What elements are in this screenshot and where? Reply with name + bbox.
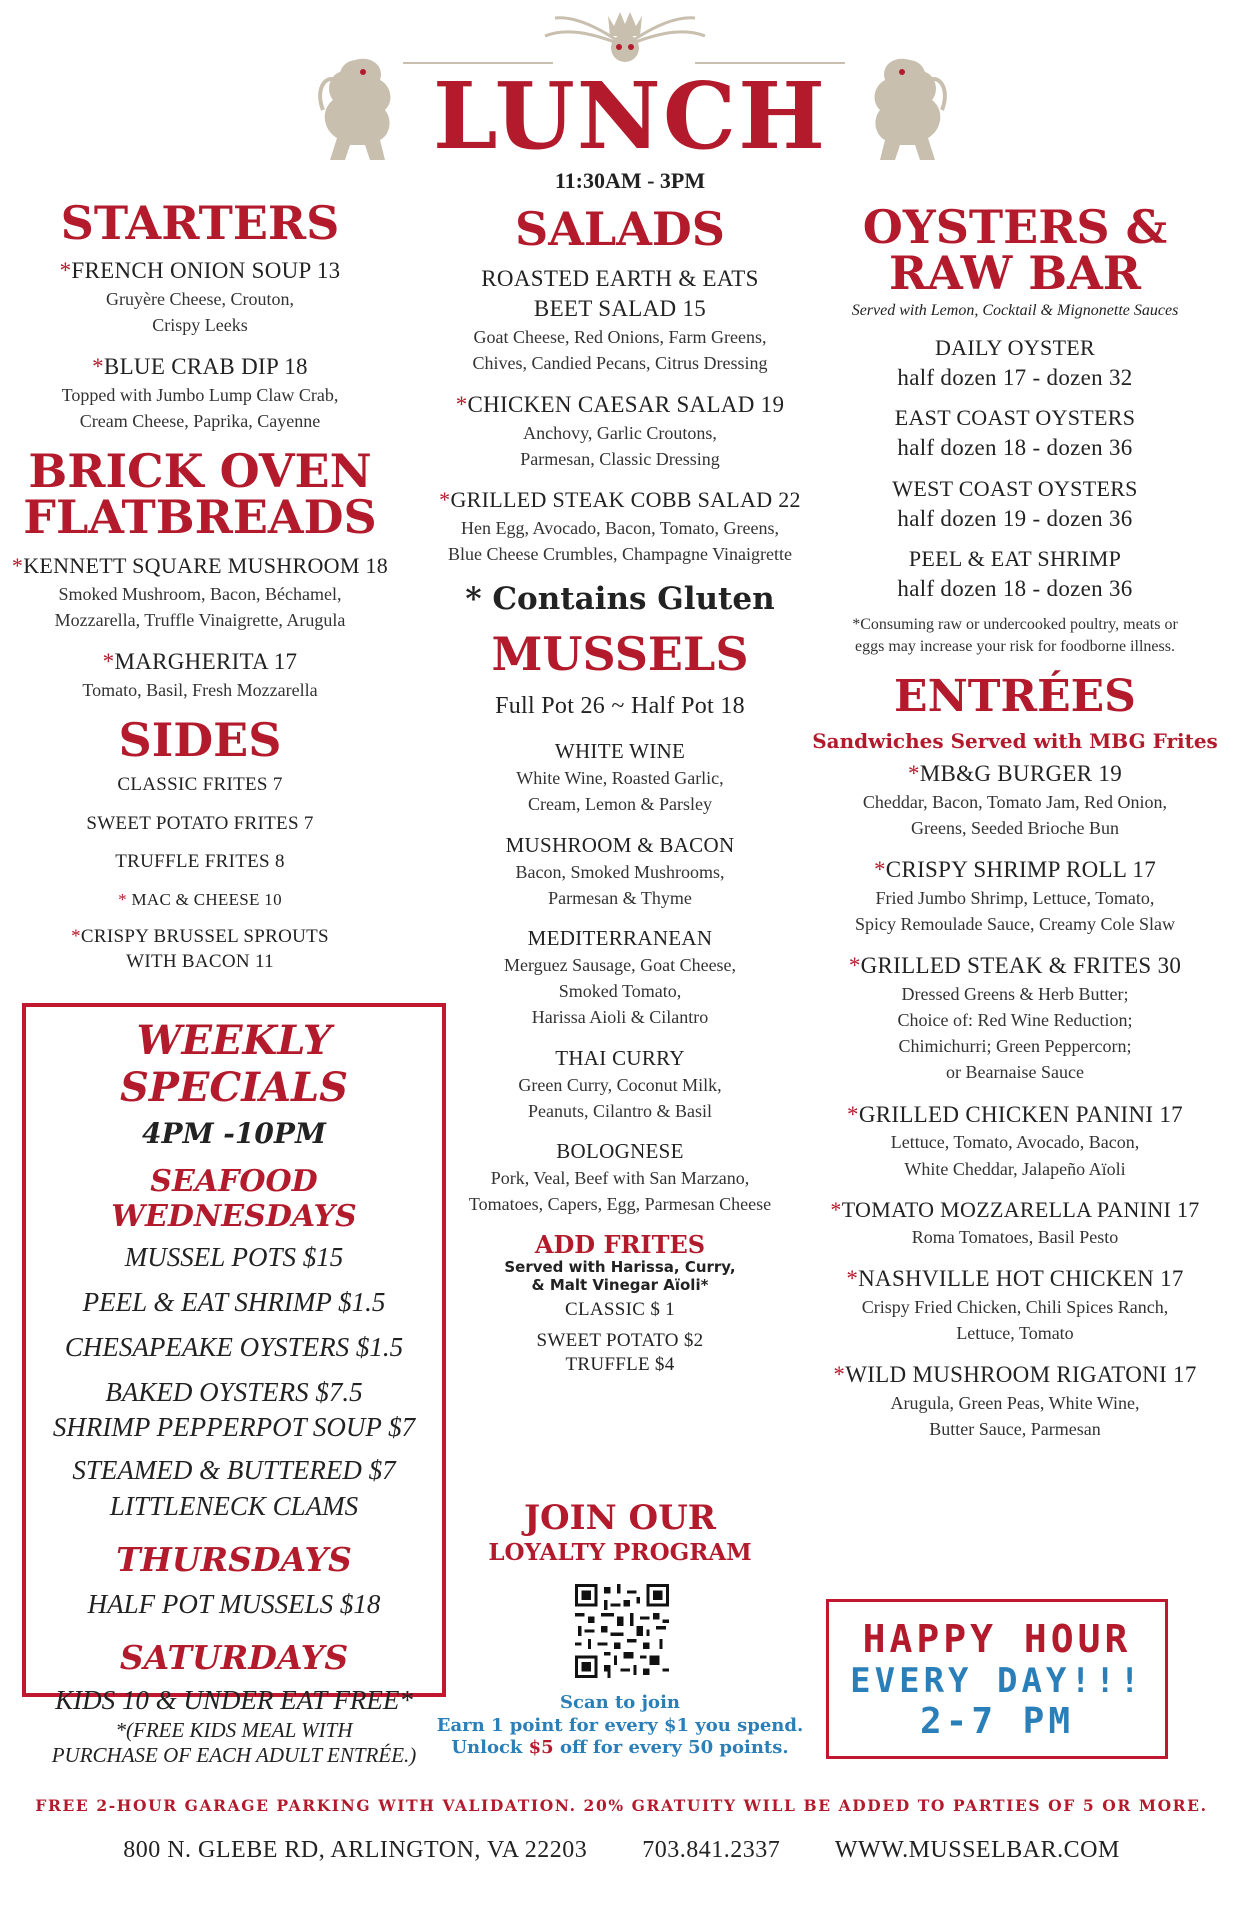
menu-item: *MB&G BURGER 19 Cheddar, Bacon, Tomato Jam, Red Onion, Greens, Seeded Brioche Bun xyxy=(805,759,1225,841)
side-item: WITH BACON 11 xyxy=(126,950,274,972)
item-desc: Chimichurri; Green Peppercorn; xyxy=(898,1036,1132,1057)
menu-item: *KENNETT SQUARE MUSHROOM 18 Smoked Mushroom, Bacon, Béchamel, Mozzarella, Truffle Vinaigrette, Arugula xyxy=(0,552,400,633)
menu-item xyxy=(410,832,830,911)
item-desc: Topped with Jumbo Lump Claw Crab, xyxy=(61,384,339,405)
footer-phone[interactable]: 703.841.2337 xyxy=(642,1837,781,1863)
menu-item: *MARGHERITA 17 Tomato, Basil, Fresh Mozzarella xyxy=(0,647,400,703)
loyalty-unlock-post: off for every 50 points. xyxy=(553,1737,789,1758)
item-name: BLUE CRAB DIP 18 xyxy=(103,354,308,380)
loyalty-unlock-pre: Unlock xyxy=(451,1737,529,1758)
item-name: GRILLED CHICKEN PANINI 17 xyxy=(858,1101,1183,1127)
wednesday-heading: SEAFOOD WEDNESDAYS xyxy=(111,1164,357,1234)
item-name: FRENCH ONION SOUP 13 xyxy=(71,258,341,283)
item-name: WHITE WINE xyxy=(554,739,686,764)
right-column xyxy=(805,200,1225,1456)
item-name: GRILLED STEAK COBB SALAD 22 xyxy=(450,487,801,513)
frites-item: SWEET POTATO $2 xyxy=(536,1329,704,1351)
menu-item xyxy=(410,1045,830,1124)
item-desc: Parmesan, Classic Dressing xyxy=(520,448,720,469)
menu-item xyxy=(410,738,830,817)
menu-item xyxy=(410,925,830,1031)
item-name: GRILLED STEAK & FRITES 30 xyxy=(860,953,1182,979)
oysters-served-note: Served with Lemon, Cocktail & Mignonette Sauces xyxy=(851,302,1179,319)
item-name: KENNETT SQUARE MUSHROOM 18 xyxy=(23,553,389,579)
loyalty-section xyxy=(420,1500,820,1570)
oysters-heading-2: RAW BAR xyxy=(888,246,1142,300)
mussels-pot-prices: Full Pot 26 ~ Half Pot 18 xyxy=(495,692,745,719)
item-desc: Blue Cheese Crumbles, Champagne Vinaigrette xyxy=(447,543,792,564)
menu-item: *GRILLED CHICKEN PANINI 17 Lettuce, Tomato, Avocado, Bacon, White Cheddar, Jalapeño Aïoli xyxy=(805,1100,1225,1182)
happy-hour-time: 2-7 PM xyxy=(919,1700,1075,1742)
item-desc: Mozzarella, Truffle Vinaigrette, Arugula xyxy=(54,609,346,630)
menu-item xyxy=(805,475,1225,533)
special-item: STEAMED & BUTTERED $7 xyxy=(72,1455,396,1486)
item-desc: Roma Tomatoes, Basil Pesto xyxy=(911,1227,1119,1248)
side-item: CLASSIC FRITES 7 xyxy=(117,773,283,795)
item-price: half dozen 17 - dozen 32 xyxy=(897,364,1133,390)
item-desc: Gruyère Cheese, Crouton, xyxy=(106,288,294,309)
menu-item: *CRISPY SHRIMP ROLL 17 Fried Jumbo Shrimp, Lettuce, Tomato, Spicy Remoulade Sauce, Creamy Cole Slaw xyxy=(805,855,1225,937)
item-name: BOLOGNESE xyxy=(556,1139,684,1164)
item-desc: Green Curry, Coconut Milk, xyxy=(518,1074,722,1095)
raw-warning: eggs may increase your risk for foodborne illness. xyxy=(855,637,1175,655)
item-price: half dozen 19 - dozen 36 xyxy=(897,505,1133,531)
item-name: TOMATO MOZZARELLA PANINI 17 xyxy=(841,1196,1200,1222)
item-name: DAILY OYSTER xyxy=(934,335,1096,360)
weekly-specials-heading: WEEKLY SPECIALS xyxy=(119,1017,349,1111)
happy-hour-title: HAPPY HOUR xyxy=(862,1617,1132,1661)
add-frites-note: Served with Harissa, Curry, xyxy=(504,1257,736,1276)
item-desc: Pork, Veal, Beef with San Marzano, xyxy=(490,1168,750,1189)
special-item: MUSSEL POTS $15 xyxy=(124,1242,344,1272)
menu-item xyxy=(410,264,830,376)
add-frites-note: & Malt Vinegar Aïoli* xyxy=(531,1275,709,1294)
menu-item: *GRILLED STEAK COBB SALAD 22 Hen Egg, Avocado, Bacon, Tomato, Greens, Blue Cheese Crumbles, Champagne Vinaigrette xyxy=(410,486,830,567)
item-desc: Dressed Greens & Herb Butter; xyxy=(901,984,1129,1005)
item-desc: Cheddar, Bacon, Tomato Jam, Red Onion, xyxy=(862,792,1168,813)
flatbreads-heading-1: BRICK OVEN xyxy=(28,444,372,499)
item-desc: Choice of: Red Wine Reduction; xyxy=(897,1010,1133,1031)
item-desc: Merguez Sausage, Goat Cheese, xyxy=(503,955,737,976)
item-name: EAST COAST OYSTERS xyxy=(894,405,1136,431)
special-item: KIDS 10 & UNDER EAT FREE* xyxy=(55,1684,413,1715)
footer-address: 800 N. GLEBE RD, ARLINGTON, VA 22203 xyxy=(123,1837,588,1863)
special-note: *(FREE KIDS MEAL WITH xyxy=(115,1717,353,1742)
menu-item xyxy=(805,334,1225,392)
item-name: BEET SALAD 15 xyxy=(533,295,707,321)
item-desc: Peanuts, Cilantro & Basil xyxy=(528,1100,712,1121)
item-desc: Cream, Lemon & Parsley xyxy=(528,794,712,815)
item-price: half dozen 18 - dozen 36 xyxy=(897,435,1133,461)
special-item: BAKED OYSTERS $7.5 xyxy=(105,1377,363,1408)
raw-warning: *Consuming raw or undercooked poultry, meats or xyxy=(852,615,1178,633)
item-desc: Lettuce, Tomato xyxy=(956,1323,1074,1344)
item-desc: Fried Jumbo Shrimp, Lettuce, Tomato, xyxy=(875,888,1155,909)
item-desc: Cream Cheese, Paprika, Cayenne xyxy=(79,411,321,432)
item-desc: Greens, Seeded Brioche Bun xyxy=(911,818,1119,839)
menu-item: *WILD MUSHROOM RIGATONI 17 Arugula, Green Peas, White Wine, Butter Sauce, Parmesan xyxy=(805,1360,1225,1442)
sides-heading: SIDES xyxy=(118,712,282,767)
item-name: CRISPY SHRIMP ROLL 17 xyxy=(885,857,1157,883)
special-note: PURCHASE OF EACH ADULT ENTRÉE.) xyxy=(51,1743,417,1768)
menu-item: *TOMATO MOZZARELLA PANINI 17 Roma Tomatoes, Basil Pesto xyxy=(805,1196,1225,1251)
item-desc: Parmesan & Thyme xyxy=(548,887,692,908)
item-desc: Chives, Candied Pecans, Citrus Dressing xyxy=(472,352,768,373)
item-desc: Smoked Mushroom, Bacon, Béchamel, xyxy=(58,583,342,604)
item-name: ROASTED EARTH & EATS xyxy=(481,266,759,291)
lion-crest-left-icon xyxy=(315,50,405,170)
item-desc: Arugula, Green Peas, White Wine, xyxy=(890,1393,1140,1414)
footer xyxy=(0,1796,1243,1864)
menu-item xyxy=(410,1138,830,1217)
item-desc: Anchovy, Garlic Croutons, xyxy=(523,422,717,443)
special-item: LITTLENECK CLAMS xyxy=(109,1490,359,1521)
side-item: CRISPY BRUSSEL SPROUTS xyxy=(80,926,329,948)
loyalty-earn: Earn 1 point for every $1 you spend. xyxy=(436,1714,804,1736)
item-name: CHICKEN CAESAR SALAD 19 xyxy=(467,391,785,417)
loyalty-heading: JOIN OUR xyxy=(523,1498,717,1538)
entrees-heading: ENTRÉES xyxy=(894,671,1136,723)
item-desc: Crispy Leeks xyxy=(152,314,248,335)
salads-heading: SALADS xyxy=(514,202,726,256)
footer-website[interactable]: WWW.MUSSELBAR.COM xyxy=(834,1837,1120,1863)
item-price: half dozen 18 - dozen 36 xyxy=(897,576,1133,602)
item-desc: Tomato, Basil, Fresh Mozzarella xyxy=(82,679,318,700)
add-frites-heading: ADD FRITES xyxy=(534,1229,706,1259)
item-name: MARGHERITA 17 xyxy=(114,648,298,674)
left-column: STARTERS *FRENCH ONION SOUP 13 Gruyère Cheese, Crouton, Crispy Leeks *BLUE CRAB DIP 18 Topped with Jumbo Lump Claw Crab, Cream Cheese, Paprika, Cayenne BRICK OVEN FLATBREADS *KENNETT SQUARE MUSHROOM 18 Smoked Mushroom, Bacon, Béchamel, Mozzarella, Truffle Vinaigrette, Arugula *MARGHERITA 17 Tomato, Basil, Fresh Mozzarella SIDES CLASSIC FRITES 7 SWEET POTATO FRITES 7 TRUFFLE FRITES 8 * MAC & CHEESE 10 *CRISPY BRUSSEL SPROUTS WITH BACON 11 xyxy=(0,200,400,974)
happy-hour-days: EVERY DAY!!! xyxy=(850,1660,1144,1701)
flatbreads-heading-2: FLATBREADS xyxy=(23,490,377,545)
menu-item: *BLUE CRAB DIP 18 Topped with Jumbo Lump Claw Crab, Cream Cheese, Paprika, Cayenne xyxy=(0,352,400,434)
middle-column xyxy=(410,202,830,1378)
item-desc: Lettuce, Tomato, Avocado, Bacon, xyxy=(890,1132,1140,1153)
qr-code-icon[interactable] xyxy=(575,1584,669,1678)
item-desc: Crispy Fried Chicken, Chili Spices Ranch, xyxy=(861,1297,1169,1318)
item-name: MB&G BURGER 19 xyxy=(919,761,1123,787)
weekly-specials-box xyxy=(22,1003,446,1768)
loyalty-scan: Scan to join xyxy=(559,1692,680,1713)
item-name: MEDITERRANEAN xyxy=(527,925,713,950)
special-item: SHRIMP PEPPERPOT SOUP $7 xyxy=(52,1412,416,1443)
menu-item: *GRILLED STEAK & FRITES 30 Dressed Greens & Herb Butter; Choice of: Red Wine Reduction; Chimichurri; Green Peppercorn; or Bearnaise Sauce xyxy=(805,951,1225,1085)
item-desc: Hen Egg, Avocado, Bacon, Tomato, Greens, xyxy=(461,517,779,538)
menu-item: *FRENCH ONION SOUP 13 Gruyère Cheese, Crouton, Crispy Leeks xyxy=(0,256,400,338)
loyalty-unlock-amount: $5 xyxy=(528,1737,554,1758)
crown-icon xyxy=(540,6,710,66)
footer-notice: FREE 2-HOUR GARAGE PARKING WITH VALIDATION. 20% GRATUITY WILL BE ADDED TO PARTIES OF 5 OR MORE. xyxy=(35,1796,1208,1815)
item-desc: Goat Cheese, Red Onions, Farm Greens, xyxy=(473,326,767,347)
happy-hour-box xyxy=(826,1599,1168,1759)
entrees-subheading: Sandwiches Served with MBG Frites xyxy=(812,729,1218,754)
oysters-heading-1: OYSTERS & xyxy=(862,200,1168,254)
item-name: WEST COAST OYSTERS xyxy=(892,475,1138,501)
item-desc: White Cheddar, Jalapeño Aïoli xyxy=(904,1158,1126,1179)
frites-item: CLASSIC $ 1 xyxy=(565,1298,675,1320)
weekly-specials-hours: 4PM -10PM xyxy=(142,1117,326,1150)
item-name: THAI CURRY xyxy=(555,1045,685,1070)
side-item: SWEET POTATO FRITES 7 xyxy=(86,812,314,834)
loyalty-info xyxy=(410,1692,830,1760)
item-desc: Bacon, Smoked Mushrooms, xyxy=(515,861,725,882)
menu-item: *NASHVILLE HOT CHICKEN 17 Crispy Fried Chicken, Chili Spices Ranch, Lettuce, Tomato xyxy=(805,1264,1225,1346)
item-desc: Butter Sauce, Parmesan xyxy=(929,1419,1101,1440)
frites-item: TRUFFLE $4 xyxy=(565,1354,675,1376)
menu-item: *CHICKEN CAESAR SALAD 19 Anchovy, Garlic Croutons, Parmesan, Classic Dressing xyxy=(410,390,830,472)
item-name: WILD MUSHROOM RIGATONI 17 xyxy=(845,1362,1197,1388)
mussels-heading: MUSSELS xyxy=(491,626,749,681)
item-desc: Harissa Aioli & Cilantro xyxy=(531,1007,709,1028)
special-item: PEEL & EAT SHRIMP $1.5 xyxy=(82,1287,386,1318)
thursday-heading: THURSDAYS xyxy=(116,1539,352,1579)
side-item: MAC & CHEESE 10 xyxy=(131,889,282,909)
item-desc: White Wine, Roasted Garlic, xyxy=(516,768,724,789)
starters-heading: STARTERS xyxy=(60,196,340,250)
item-desc: or Bearnaise Sauce xyxy=(946,1062,1084,1083)
page-title: LUNCH xyxy=(432,62,828,170)
menu-item xyxy=(805,545,1225,603)
side-item: TRUFFLE FRITES 8 xyxy=(115,851,285,873)
item-desc: Tomatoes, Capers, Egg, Parmesan Cheese xyxy=(468,1194,772,1215)
gluten-note: * Contains Gluten xyxy=(465,580,775,617)
saturday-heading: SATURDAYS xyxy=(119,1637,349,1677)
item-name: NASHVILLE HOT CHICKEN 17 xyxy=(858,1266,1184,1292)
special-item: HALF POT MUSSELS $18 xyxy=(87,1588,381,1619)
item-desc: Spicy Remoulade Sauce, Creamy Cole Slaw xyxy=(855,914,1175,935)
lion-crest-right-icon xyxy=(860,50,950,170)
special-item: CHESAPEAKE OYSTERS $1.5 xyxy=(64,1332,404,1363)
item-name: MUSHROOM & BACON xyxy=(505,832,735,857)
lunch-hours: 11:30AM - 3PM xyxy=(554,168,706,193)
menu-item xyxy=(805,404,1225,462)
loyalty-subheading: LOYALTY PROGRAM xyxy=(488,1539,752,1567)
item-desc: Smoked Tomato, xyxy=(558,981,682,1002)
item-name: PEEL & EAT SHRIMP xyxy=(908,546,1122,572)
